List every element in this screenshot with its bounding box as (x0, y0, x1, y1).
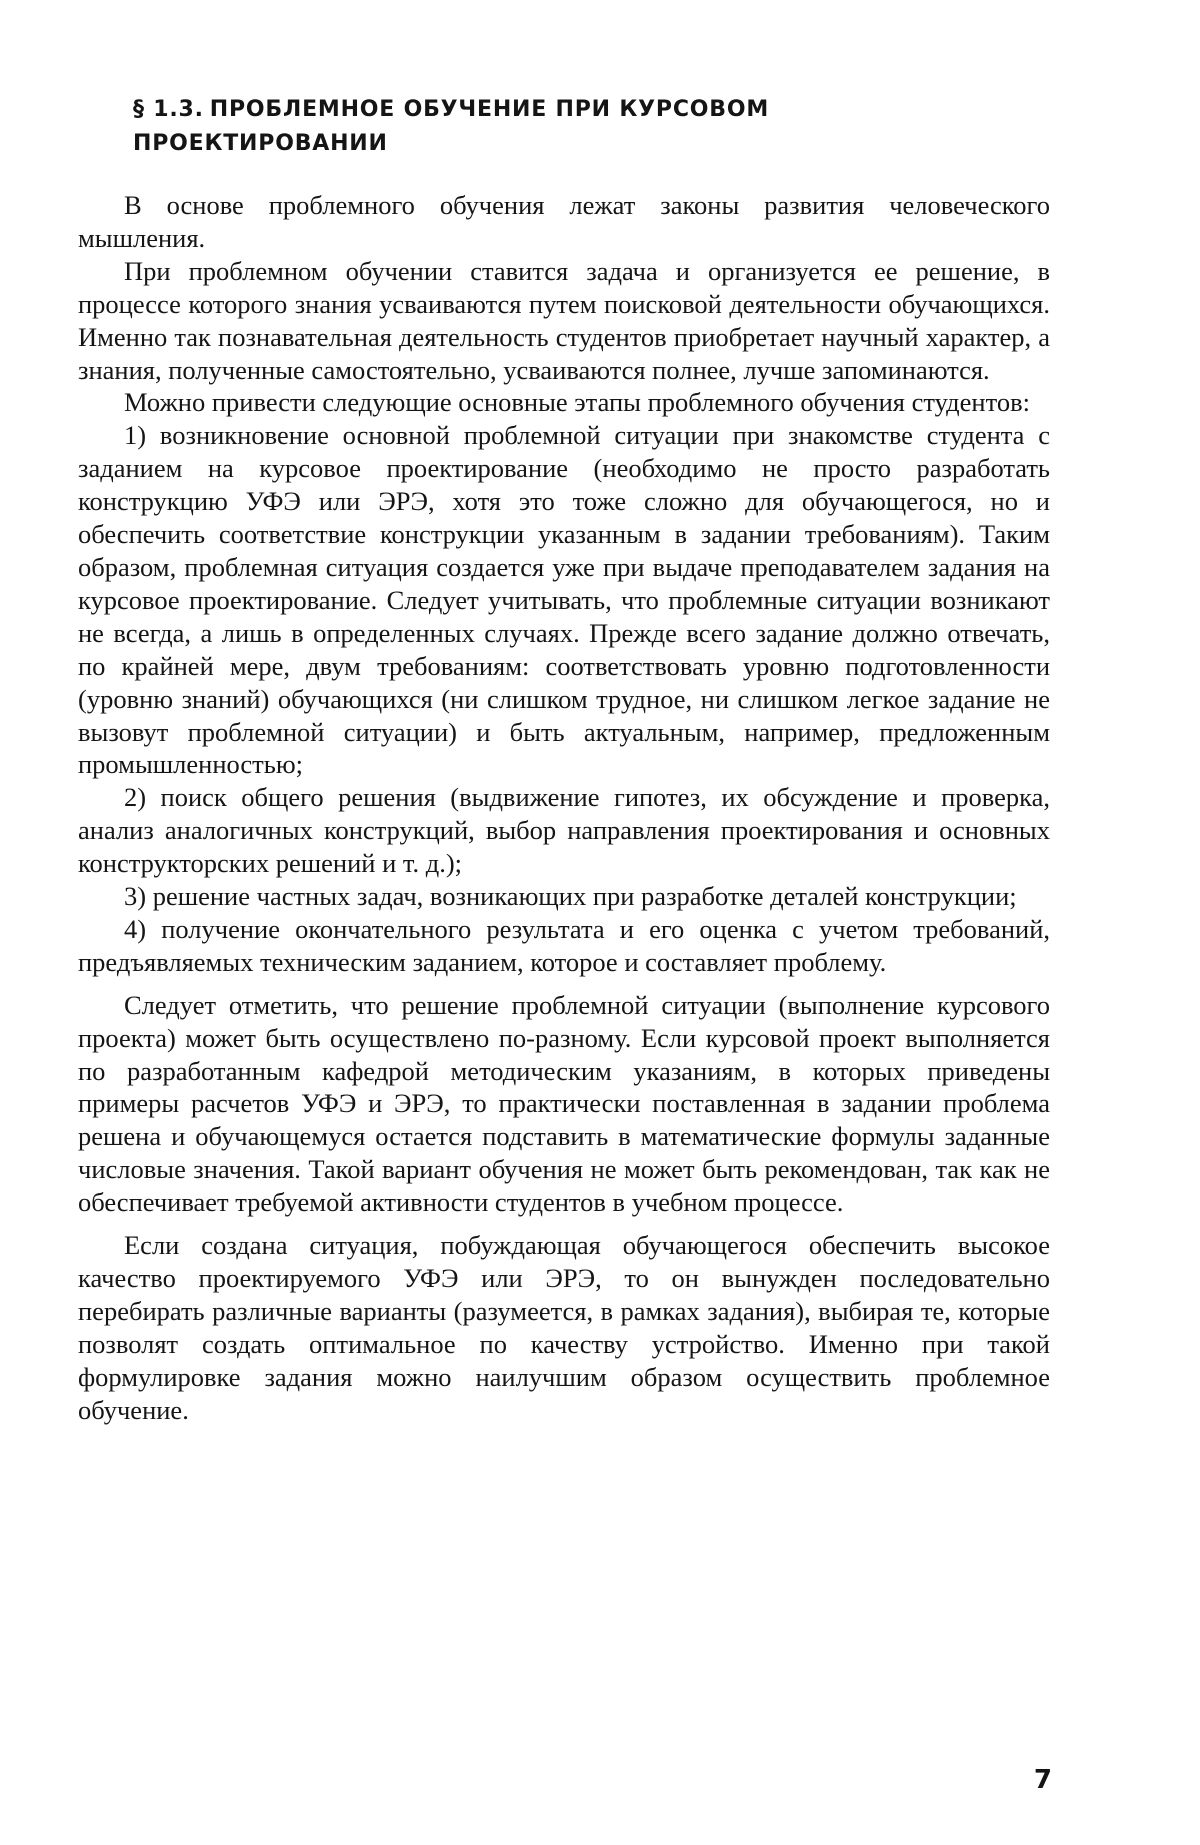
list-item-stage-4: 4) получение окончательного результата и его оценка с учетом требований, предъявляемых техническим заданием, которое и составляет проблему. (78, 913, 1050, 979)
list-item-stage-3: 3) решение частных задач, возникающих при разработке деталей конструкции; (78, 880, 1050, 913)
section-title-line-1: ПРОБЛЕМНОЕ ОБУЧЕНИЕ ПРИ КУРСОВОМ (210, 97, 769, 122)
paragraph-conclusion: Если создана ситуация, побуждающая обучающегося обеспечить высокое качество проектируемого УФЭ или ЭРЭ, то он вынужден последовательно перебирать различные варианты (разумеется, в рамках задания), выбирая те, которые позволят создать оптимальное по качеству устройство. Именно при такой формулировке задания можно наилучшим образом осуществить проблемное обучение. (78, 1229, 1050, 1426)
section-title-line-2: ПРОЕКТИРОВАНИИ (133, 127, 893, 161)
paragraph-solution: Следует отметить, что решение проблемной ситуации (выполнение курсового проекта) может быть осуществлено по-разному. Если курсовой проект выполняется по разработанным кафедрой методическим указаниям, в которых приведены примеры расчетов УФЭ и ЭРЭ, то практически поставленная в задании проблема решена и обучающемуся остается подставить в математические формулы заданные числовые значения. Такой вариант обучения не может быть рекомендован, так как не обеспечивает требуемой активности студентов в учебном процессе. (78, 989, 1050, 1219)
page-number: 7 (1018, 1765, 1052, 1795)
paragraph-intro: В основе проблемного обучения лежат законы развития человеческого мышления. (78, 189, 1050, 255)
section-number: § 1.3. (133, 97, 204, 122)
paragraph-problem-learning: При проблемном обучении ставится задача и организуется ее решение, в процессе которого знания усваиваются путем поисковой деятельности обучающихся. Именно так познавательная деятельность студентов приобретает научный характер, а знания, полученные самостоятельно, усваиваются полнее, лучше запоминаются. (78, 255, 1050, 387)
body-text (78, 189, 1050, 1427)
heading-line-1 (133, 93, 893, 127)
section-heading (133, 93, 893, 161)
list-item-stage-1: 1) возникновение основной проблемной ситуации при знакомстве студента с заданием на курсовое проектирование (необходимо не просто разработать конструкцию УФЭ или ЭРЭ, хотя это тоже сложно для обучающегося, но и обеспечить соответствие конструкции указанным в задании требованиям). Таким образом, проблемная ситуация создается уже при выдаче преподавателем задания на курсовое проектирование. Следует учитывать, что проблемные ситуации возникают не всегда, а лишь в определенных случаях. Прежде всего задание должно отвечать, по крайней мере, двум требованиям: соответствовать уровню подготовленности (уровню знаний) обучающихся (ни слишком трудное, ни слишком легкое задание не вызовут проблемной ситуации) и быть актуальным, например, предложенным промышленностью; (78, 419, 1050, 781)
paragraph-stages-intro: Можно привести следующие основные этапы проблемного обучения студентов: (78, 386, 1050, 419)
list-item-stage-2: 2) поиск общего решения (выдвижение гипотез, их обсуждение и проверка, анализ аналогичных конструкций, выбор направления проектирования и основных конструкторских решений и т. д.); (78, 781, 1050, 880)
book-page (0, 0, 1200, 1845)
